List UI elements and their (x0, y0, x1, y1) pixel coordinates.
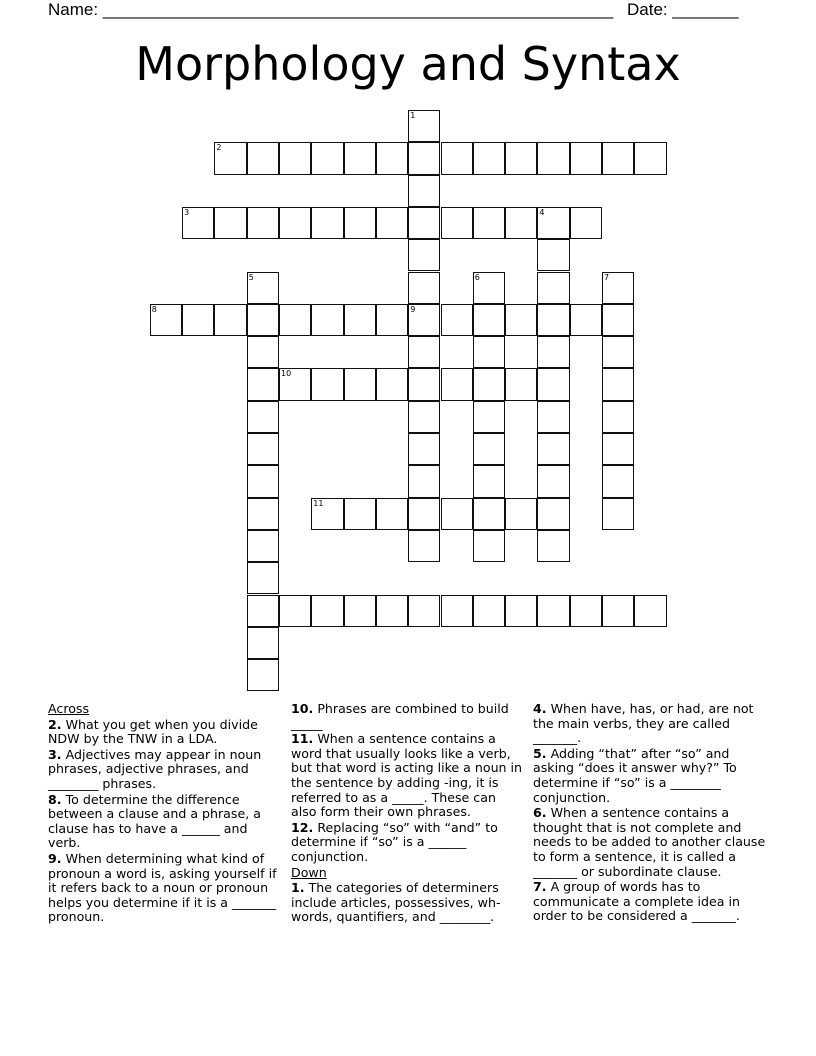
crossword-cell[interactable] (408, 272, 440, 304)
date-field-label: Date: _______ (627, 0, 739, 19)
crossword-cell[interactable] (537, 272, 569, 304)
crossword-cell[interactable] (214, 304, 246, 336)
clue-number: 11 (313, 498, 324, 508)
crossword-cell[interactable] (408, 175, 440, 207)
clue-number: 8 (151, 304, 157, 314)
crossword-cell[interactable] (570, 142, 602, 174)
crossword-cell[interactable] (473, 595, 505, 627)
crossword-cell[interactable] (376, 304, 408, 336)
crossword-cell[interactable] (182, 304, 214, 336)
clue-number: 1 (410, 111, 416, 120)
crossword-cell[interactable] (473, 368, 505, 400)
clue-number: 2 (216, 143, 222, 153)
crossword-cell[interactable] (408, 110, 440, 142)
crossword-cell[interactable] (602, 336, 634, 368)
crossword-cell[interactable] (408, 207, 440, 239)
crossword-cell[interactable] (602, 272, 634, 304)
clue-column-1 (48, 702, 280, 926)
crossword-cell[interactable] (214, 142, 246, 174)
crossword-cell[interactable] (247, 336, 279, 368)
crossword-cell[interactable] (602, 304, 634, 336)
crossword-cell[interactable] (214, 207, 246, 239)
clue-down-7: 7. A group of words has to communicate a complete idea in order to be considered a _______. (533, 879, 740, 924)
clue-across-12: 12. Replacing “so” with “and” to determine if “so” is a ______ conjunction. (291, 819, 498, 864)
crossword-cell[interactable] (537, 207, 569, 239)
crossword-cell[interactable] (247, 659, 279, 691)
crossword-cell[interactable] (408, 142, 440, 174)
crossword-cell[interactable] (441, 368, 473, 400)
crossword-cell[interactable] (473, 272, 505, 304)
crossword-cell[interactable] (247, 465, 279, 497)
crossword-cell[interactable] (473, 465, 505, 497)
crossword-cell[interactable] (279, 142, 311, 174)
clue-across-2: 2. What you get when you divide NDW by the TNW in a LDA. (48, 716, 258, 747)
crossword-cell[interactable] (602, 465, 634, 497)
crossword-cell[interactable] (247, 207, 279, 239)
crossword-cell[interactable] (344, 498, 376, 530)
clue-column-2 (291, 702, 523, 926)
crossword-cell[interactable] (279, 595, 311, 627)
crossword-cell[interactable] (311, 595, 343, 627)
crossword-cell[interactable] (473, 304, 505, 336)
crossword-cell[interactable] (408, 465, 440, 497)
crossword-cell[interactable] (473, 336, 505, 368)
crossword-cell[interactable] (602, 498, 634, 530)
clue-across-3: 3. Adjectives may appear in noun phrases, adjective phrases, and ________ phrases. (48, 746, 262, 791)
crossword-cell[interactable] (473, 433, 505, 465)
crossword-cell[interactable] (344, 142, 376, 174)
crossword-cell[interactable] (602, 142, 634, 174)
crossword-cell[interactable] (408, 239, 440, 271)
crossword-cell[interactable] (505, 595, 537, 627)
crossword-cell[interactable] (150, 304, 182, 336)
clue-down-6: 6. When a sentence contains a thought that is not complete and needs to be added to another clause to form a sentence, it is called a _______ or subordinate clause. (533, 805, 766, 879)
crossword-cell[interactable] (473, 207, 505, 239)
crossword-cell[interactable] (473, 498, 505, 530)
clue-number: 5 (248, 272, 254, 282)
crossword-cell[interactable] (344, 207, 376, 239)
crossword-cell[interactable] (247, 368, 279, 400)
clue-across-9: 9. When determining what kind of pronoun a word is, asking yourself if it refers back to a noun or pronoun helps you determine if it is a _______ pronoun. (48, 850, 277, 925)
crossword-cell[interactable] (441, 304, 473, 336)
crossword-cell[interactable] (505, 142, 537, 174)
clue-number: 9 (410, 304, 416, 314)
crossword-cell[interactable] (602, 368, 634, 400)
crossword-cell[interactable] (441, 142, 473, 174)
crossword-cell[interactable] (602, 595, 634, 627)
crossword-cell[interactable] (505, 498, 537, 530)
crossword-cell[interactable] (408, 336, 440, 368)
crossword-cell[interactable] (537, 433, 569, 465)
crossword-cell[interactable] (344, 304, 376, 336)
crossword-cell[interactable] (344, 595, 376, 627)
crossword-cell[interactable] (408, 401, 440, 433)
crossword-cell[interactable] (247, 272, 279, 304)
crossword-cell[interactable] (602, 401, 634, 433)
crossword-cell[interactable] (376, 368, 408, 400)
clue-number: 10 (281, 369, 292, 379)
across-heading: Across (48, 701, 90, 716)
crossword-cell[interactable] (570, 304, 602, 336)
crossword-cell[interactable] (441, 207, 473, 239)
clue-number: 4 (539, 207, 545, 217)
crossword-cell[interactable] (247, 142, 279, 174)
clue-number: 7 (604, 272, 610, 282)
crossword-cell[interactable] (473, 142, 505, 174)
clue-number: 3 (184, 207, 190, 217)
crossword-cell[interactable] (473, 401, 505, 433)
clue-number: 6 (474, 272, 480, 282)
crossword-cell[interactable] (247, 498, 279, 530)
crossword-cell[interactable] (505, 207, 537, 239)
crossword-cell[interactable] (247, 304, 279, 336)
crossword-cell[interactable] (537, 465, 569, 497)
crossword-cell[interactable] (279, 304, 311, 336)
crossword-cell[interactable] (247, 595, 279, 627)
crossword-cell[interactable] (344, 368, 376, 400)
crossword-cell[interactable] (505, 368, 537, 400)
crossword-cell[interactable] (376, 595, 408, 627)
crossword-cell[interactable] (441, 595, 473, 627)
clue-across-8: 8. To determine the difference between a clause and a phrase, a clause has to have a ______ and verb. (48, 791, 261, 851)
crossword-cell[interactable] (570, 595, 602, 627)
crossword-cell[interactable] (537, 401, 569, 433)
crossword-cell[interactable] (408, 368, 440, 400)
crossword-cell[interactable] (408, 304, 440, 336)
crossword-cell[interactable] (408, 433, 440, 465)
crossword-cell[interactable] (247, 433, 279, 465)
clue-column-3 (533, 702, 769, 925)
clue-down-5: 5. Adding “that” after “so” and asking “does it answer why?” To determine if “so” is a ________ conjunction. (533, 745, 737, 805)
crossword-cell[interactable] (376, 207, 408, 239)
crossword-cell[interactable] (311, 304, 343, 336)
clue-across-11: 11. When a sentence contains a word that usually looks like a verb, but that word is acting like a noun in the sentence by adding -ing, it is referred to as a _____. These can also form their own phrases. (291, 731, 523, 820)
crossword-cell[interactable] (279, 368, 311, 400)
page-title: Morphology and Syntax (135, 37, 681, 91)
crossword-cell[interactable] (408, 530, 440, 562)
crossword-cell[interactable] (376, 498, 408, 530)
crossword-cell[interactable] (279, 207, 311, 239)
crossword-cell[interactable] (537, 595, 569, 627)
crossword-cell[interactable] (537, 336, 569, 368)
crossword-cell[interactable] (311, 207, 343, 239)
crossword-cell[interactable] (537, 368, 569, 400)
down-heading: Down (291, 864, 327, 880)
name-field-label: Name: ______________________________________________________ (48, 0, 614, 19)
crossword-cell[interactable] (537, 498, 569, 530)
crossword-cell[interactable] (311, 368, 343, 400)
crossword-cell[interactable] (376, 142, 408, 174)
crossword-cell[interactable] (247, 562, 279, 594)
clue-down-4: 4. When have, has, or had, are not the main verbs, they are called _______. (533, 701, 754, 746)
crossword-cell[interactable] (537, 530, 569, 562)
crossword-cell[interactable] (634, 595, 666, 627)
crossword-cell[interactable] (537, 239, 569, 271)
crossword-cell[interactable] (473, 530, 505, 562)
crossword-cell[interactable] (408, 595, 440, 627)
clue-down-1: 1. The categories of determiners include articles, possessives, wh-words, quantifiers, and ________. (291, 880, 501, 925)
crossword-cell[interactable] (537, 142, 569, 174)
crossword-cell[interactable] (570, 207, 602, 239)
crossword-cell[interactable] (311, 498, 343, 530)
crossword-cell[interactable] (247, 401, 279, 433)
crossword-cell[interactable] (537, 304, 569, 336)
crossword-cell[interactable] (505, 304, 537, 336)
crossword-cell[interactable] (182, 207, 214, 239)
crossword-cell[interactable] (247, 627, 279, 659)
crossword-cell[interactable] (311, 142, 343, 174)
clue-across-10: 10. Phrases are combined to build _____ (291, 701, 509, 731)
crossword-cell[interactable] (602, 433, 634, 465)
crossword-cell[interactable] (441, 498, 473, 530)
crossword-cell[interactable] (634, 142, 666, 174)
crossword-cell[interactable] (247, 530, 279, 562)
crossword-cell[interactable] (408, 498, 440, 530)
